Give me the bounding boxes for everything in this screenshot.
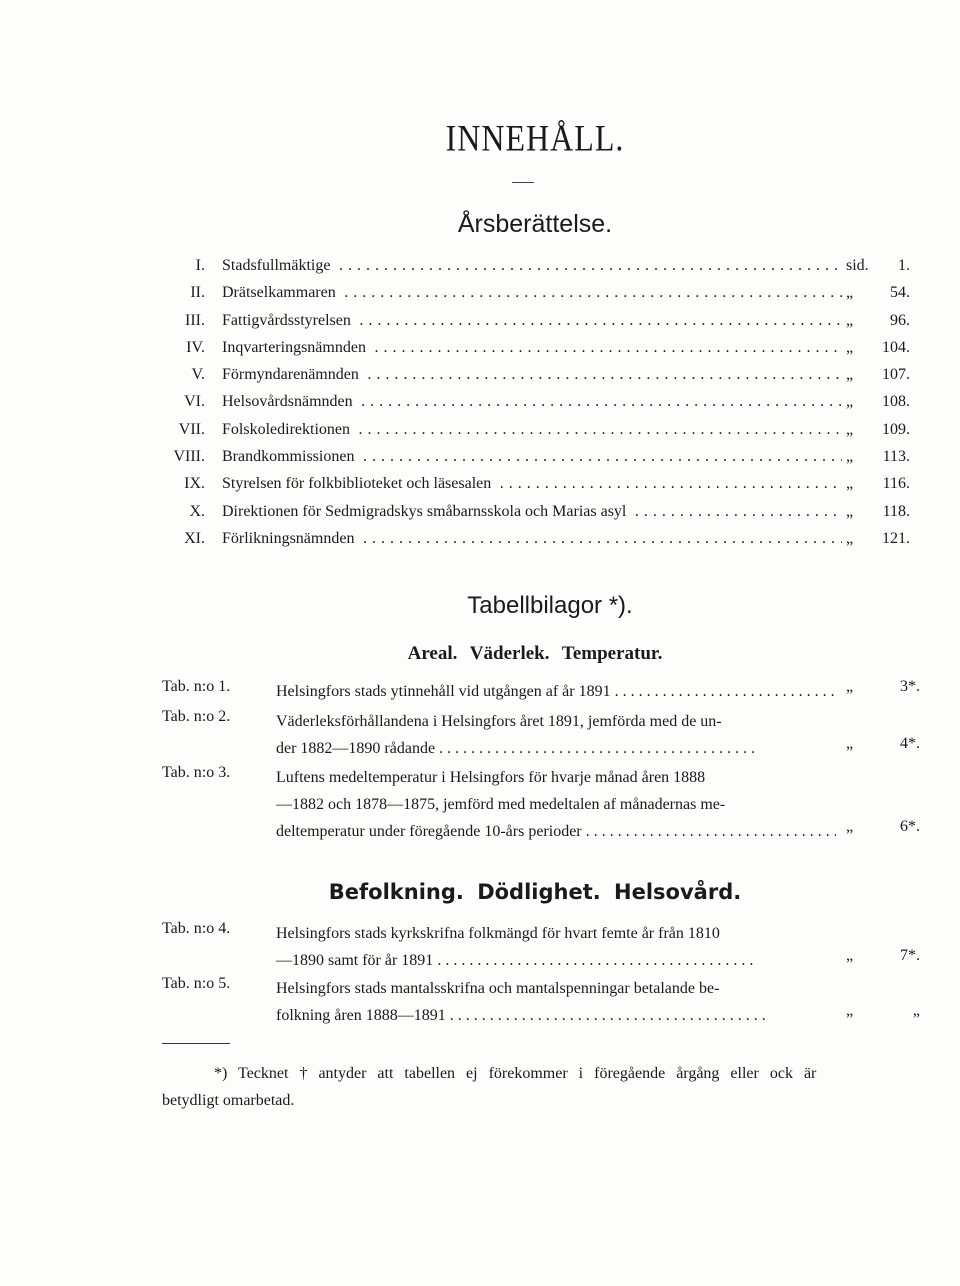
- footnote: [162, 1060, 910, 1114]
- toc-sid: „: [846, 311, 854, 329]
- description-line: der 1882—1890 rådande . . .: [276, 735, 836, 762]
- table-sid: „: [846, 735, 854, 752]
- footnote-divider: [162, 1043, 230, 1044]
- toc-label: Drätselkammaren . . .: [222, 279, 842, 306]
- toc-page: 1.: [898, 257, 910, 274]
- toc-number: XI.: [184, 529, 205, 547]
- toc-row: [0, 498, 960, 525]
- page-title: INNEHÅLL.: [445, 117, 625, 159]
- toc-number: VIII.: [173, 448, 205, 466]
- toc-sid: „: [846, 393, 854, 411]
- toc-number: IX.: [184, 475, 205, 493]
- toc-label: Fattigvårdsstyrelsen . . .: [222, 307, 842, 334]
- toc-sid: „: [846, 338, 854, 356]
- toc-page: 107.: [882, 366, 910, 384]
- table-ref: Tab. n:o 4.: [162, 920, 231, 937]
- section-heading-tabellbilagor: Tabellbilagor *).: [467, 592, 633, 619]
- toc-row: [0, 443, 960, 470]
- toc-row: [0, 361, 960, 388]
- toc-row: [0, 470, 960, 497]
- toc-sid: sid.: [846, 257, 869, 274]
- subheading-areal: Areal. Väderlek. Temperatur.: [407, 643, 663, 664]
- toc-label: Stadsfullmäktige . . .: [222, 252, 842, 279]
- table-page: 3*.: [900, 678, 920, 695]
- toc-label: Inqvarteringsnämnden . . .: [222, 334, 842, 361]
- toc-label: Helsovårdsnämnden . . .: [222, 388, 842, 415]
- table-ref: Tab. n:o 3.: [162, 764, 231, 781]
- toc-row: [0, 388, 960, 415]
- table-page: „: [912, 1002, 920, 1019]
- toc-label: Förlikningsnämnden . . .: [222, 525, 842, 552]
- toc-sid: „: [846, 420, 854, 438]
- description-line: Helsingfors stads kyrkskrifna folkmängd för hvart femte år från 1810: [276, 925, 720, 942]
- toc-page: 54.: [890, 284, 910, 302]
- section-heading-befolkning: Befolkning. Dödlighet. Helsovård.: [328, 880, 742, 904]
- table-description: [276, 764, 836, 845]
- toc-row: [0, 252, 960, 279]
- table-page: 4*.: [900, 735, 920, 752]
- section-heading-arsberattelse: Årsberättelse.: [457, 210, 613, 238]
- toc-sid: „: [846, 366, 854, 384]
- toc-page: 121.: [882, 529, 910, 547]
- toc-sid: „: [846, 448, 854, 466]
- table-description: [276, 975, 836, 1029]
- toc-list: [0, 252, 960, 552]
- table-ref: Tab. n:o 1.: [162, 678, 231, 695]
- toc-page: 108.: [882, 393, 910, 411]
- table-ref: Tab. n:o 5.: [162, 975, 231, 992]
- description-line: —1890 samt för år 1891 . . .: [276, 947, 836, 974]
- toc-number: IV.: [186, 338, 205, 356]
- table-page: 7*.: [900, 947, 920, 964]
- description-line: deltemperatur under föregående 10-års perioder . . .: [276, 818, 836, 845]
- description-line: folkning åren 1888—1891 . . .: [276, 1002, 836, 1029]
- toc-sid: „: [846, 475, 854, 493]
- toc-page: 116.: [882, 475, 910, 493]
- footnote-line: betydligt omarbetad.: [162, 1092, 295, 1109]
- toc-page: 109.: [882, 420, 910, 438]
- table-ref: Tab. n:o 2.: [162, 708, 231, 725]
- toc-label: Brandkommissionen . . .: [222, 443, 842, 470]
- toc-number: V.: [191, 366, 205, 384]
- toc-label: Folskoledirektionen . . .: [222, 416, 842, 443]
- toc-sid: „: [846, 502, 854, 520]
- table-sid: „: [846, 1002, 854, 1019]
- toc-page: 113.: [882, 448, 910, 466]
- toc-number: VII.: [178, 420, 205, 438]
- toc-row: [0, 307, 960, 334]
- toc-number: I.: [195, 257, 205, 274]
- toc-number: VI.: [184, 393, 205, 411]
- toc-number: II.: [190, 284, 205, 302]
- description-line: Helsingfors stads mantalsskrifna och mantalspenningar betalande be-: [276, 980, 720, 997]
- table-description: [276, 678, 836, 705]
- toc-sid: „: [846, 284, 854, 302]
- table-page: 6*.: [900, 818, 920, 835]
- toc-number: III.: [185, 311, 205, 329]
- toc-label: Styrelsen för folkbiblioteket och läsesalen . . .: [222, 470, 842, 497]
- table-description: [276, 708, 836, 762]
- description-line: —1882 och 1878—1875, jemförd med medeltalen af månadernas me-: [276, 796, 726, 813]
- description-line: Luftens medeltemperatur i Helsingfors för hvarje månad åren 1888: [276, 769, 706, 786]
- toc-label: Direktionen för Sedmigradskys småbarnsskola och Marias asyl . . .: [222, 498, 842, 525]
- toc-page: 96.: [890, 311, 910, 329]
- toc-row: [0, 334, 960, 361]
- table-description: [276, 920, 836, 974]
- toc-label: Förmyndarenämnden . . .: [222, 361, 842, 388]
- table-sid: „: [846, 678, 854, 695]
- toc-row: [0, 525, 960, 552]
- description-line: Helsingfors stads ytinnehåll vid utgången af år 1891 . . .: [276, 678, 836, 705]
- description-line: Väderleksförhållandena i Helsingfors året 1891, jemförda med de un-: [276, 713, 722, 730]
- footnote-line: *) Tecknet † antyder att tabellen ej förekommer i föregående årgång eller ock är: [214, 1065, 817, 1082]
- toc-row: [0, 279, 960, 306]
- toc-page: 104.: [882, 338, 910, 356]
- title-divider: [512, 182, 534, 183]
- toc-page: 118.: [882, 502, 910, 520]
- table-sid: „: [846, 818, 854, 835]
- toc-number: X.: [189, 502, 205, 520]
- toc-row: [0, 416, 960, 443]
- table-sid: „: [846, 947, 854, 964]
- toc-sid: „: [846, 529, 854, 547]
